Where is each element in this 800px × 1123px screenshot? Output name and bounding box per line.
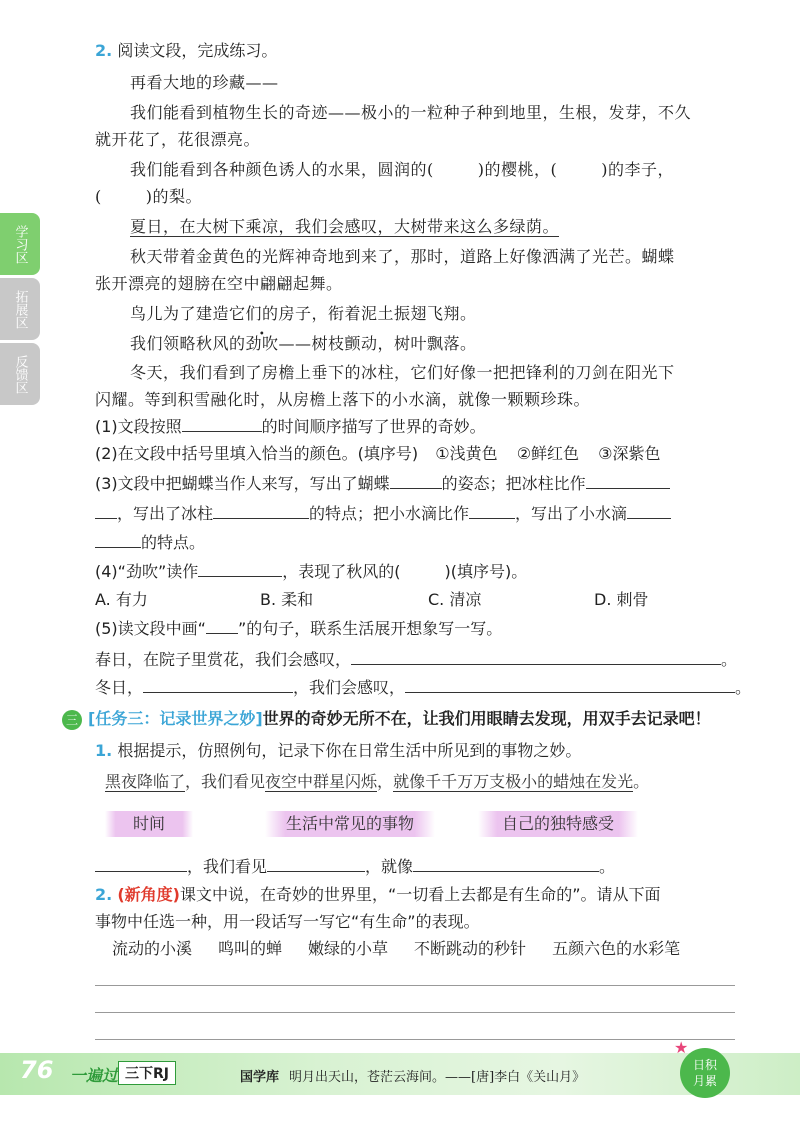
sub-q3-text-a: (3)文段中把蝴蝶当作人来写，写出了蝴蝶 <box>95 474 390 493</box>
sub-q1 <box>95 415 486 438</box>
passage-p2b: 就开花了，花很漂亮。 <box>95 130 261 149</box>
pill-unique-feeling: 自己的独特感受 <box>478 811 638 837</box>
sub-q2-option-3: ③深紫色 <box>598 444 661 463</box>
sub-q4-option-b[interactable]: B. 柔和 <box>260 590 314 609</box>
sub-q3-line3 <box>95 531 205 554</box>
word-choice-1[interactable]: 流动的小溪 <box>112 939 193 958</box>
p7-part3: ——树枝颤动，树叶飘落。 <box>278 334 477 353</box>
sub-q1-blank[interactable] <box>182 415 262 432</box>
word-choice-5[interactable]: 五颜六色的水彩笔 <box>552 939 681 958</box>
q2-title: 阅读文段，完成练习。 <box>117 41 278 60</box>
passage-p5b: 张开漂亮的翅膀在空中翩翩起舞。 <box>95 274 343 293</box>
example-feeling: 就像千千万万支极小的蜡烛在发光 <box>393 772 634 791</box>
writing-line-2[interactable] <box>95 1012 735 1013</box>
t1-fill-line <box>95 855 615 878</box>
sub-q3-blank-3[interactable] <box>213 502 309 519</box>
sub-q3-blank-2[interactable] <box>586 472 670 489</box>
p3a-part1: 我们能看到各种颜色诱人的水果，圆润的( <box>130 160 434 179</box>
underlined-sentence: 夏日，在大树下乘凉，我们会感叹，大树带来这么多绿荫。 <box>130 217 560 236</box>
sub-q5-text-a: (5)读文段中画“ <box>95 619 206 638</box>
t1-blank-feeling[interactable] <box>413 855 599 872</box>
sub-q2-text: (2)在文段中括号里填入恰当的颜色。(填序号) <box>95 444 419 463</box>
footer-quote <box>240 1066 585 1085</box>
sub-q5-line1-text: 春日，在院子里赏花，我们会感叹， <box>95 650 352 669</box>
sub-q3-text-c: ，写出了冰柱 <box>117 504 214 523</box>
passage-p7 <box>130 333 477 355</box>
writing-line-3[interactable] <box>95 1039 735 1040</box>
sub-q5-line2-period: 。 <box>735 678 752 697</box>
sub-q3-text-b: 的姿态；把冰柱比作 <box>441 474 586 493</box>
example-text-d: ， <box>377 772 394 791</box>
word-choice-3[interactable]: 嫩绿的小草 <box>308 939 389 958</box>
sub-q5-line2-blank-1[interactable] <box>143 676 293 693</box>
sub-q4-text-b: ，表现了秋风的( <box>282 562 401 581</box>
sub-q3-text-d: 的特点；把小水滴比作 <box>309 504 470 523</box>
grade-label: 三下RJ <box>118 1061 176 1085</box>
sub-q3-blank-5b[interactable] <box>95 531 141 548</box>
pill-time: 时间 <box>105 811 193 837</box>
badge-bottom-text: 月累 <box>692 1074 717 1088</box>
sub-q4-blank-1[interactable] <box>198 560 282 577</box>
t2-text-a: 课文中说，在奇妙的世界里，“一切看上去都是有生命的”。请从下面 <box>179 885 661 904</box>
sub-q5-line1 <box>95 648 737 671</box>
passage-p3a <box>130 159 674 181</box>
tab-study[interactable]: 学习区 <box>0 213 40 275</box>
t1-blank-time[interactable] <box>95 855 187 872</box>
passage-p6: 鸟儿为了建造它们的房子，衔着泥土振翅飞翔。 <box>130 304 477 323</box>
sub-q4-text-a: (4)“劲吹”读作 <box>95 562 199 581</box>
example-thing: 夜空中群星闪烁 <box>265 772 378 791</box>
sub-q2 <box>95 443 661 465</box>
passage-p8a: 冬天，我们看到了房檐上垂下的冰柱，它们好像一把把锋利的刀剑在阳光下 <box>130 363 675 382</box>
word-choice-4[interactable]: 不断跳动的秒针 <box>414 939 527 958</box>
sub-q4-options <box>95 589 649 611</box>
task-badge: 三 <box>62 710 82 730</box>
t2-number: 2. <box>95 885 113 904</box>
sub-q5-line2-blank-2[interactable] <box>405 676 735 693</box>
sub-q3-blank-5[interactable] <box>627 502 671 519</box>
sub-q1-text-b: 的时间顺序描写了世界的奇妙。 <box>261 417 486 436</box>
example-text-f: 。 <box>633 772 650 791</box>
sub-q4-option-c[interactable]: C. 清凉 <box>428 590 482 609</box>
sub-q3-text-e: ，写出了小水滴 <box>515 504 628 523</box>
task-label: [任务三：记录世界之妙] <box>88 709 263 728</box>
t2-heading <box>95 884 661 906</box>
task-description: 世界的奇妙无所不在，让我们用眼睛去发现，用双手去记录吧！ <box>262 709 711 728</box>
sub-q4-text-c: )(填序号)。 <box>444 562 528 581</box>
sub-q5 <box>95 617 502 640</box>
sub-q3-line1 <box>95 472 670 495</box>
example-time: 黑夜降临了 <box>105 772 186 791</box>
task-three-header <box>62 706 711 730</box>
t1-blank-thing[interactable] <box>267 855 365 872</box>
sub-q4-option-a[interactable]: A. 有力 <box>95 590 148 609</box>
tab-feedback[interactable]: 反馈区 <box>0 343 40 405</box>
brand-logo: 一遍过 <box>70 1066 119 1085</box>
p7-part1: 我们领略秋风的 <box>130 334 246 353</box>
t1-fill-b: ，就像 <box>365 857 414 876</box>
passage-p4 <box>130 216 559 238</box>
t1-example <box>105 769 649 792</box>
sub-q3-blank-4[interactable] <box>469 502 515 519</box>
example-text-b: ，我们看见 <box>185 772 266 791</box>
sub-q2-option-2: ②鲜红色 <box>516 444 580 463</box>
page-number: 76 <box>20 1056 54 1084</box>
pill-common-thing: 生活中常见的事物 <box>265 811 435 837</box>
q2-heading <box>95 40 277 62</box>
t1-text: 根据提示，仿照例句，记录下你在日常生活中所见到的事物之妙。 <box>117 741 582 760</box>
passage-p1: 再看大地的珍藏—— <box>130 73 279 92</box>
sub-q5-line2-text-b: ，我们会感叹， <box>293 678 406 697</box>
t1-fill-a: ，我们看见 <box>187 857 268 876</box>
sub-q1-text-a: (1)文段按照 <box>95 417 182 436</box>
sub-q3-blank-2b[interactable] <box>95 502 117 519</box>
passage-p3b <box>95 186 202 208</box>
p3a-part3: )的李子， <box>601 160 674 179</box>
sub-q5-line2 <box>95 676 751 699</box>
passage-p8b: 闪耀。等到积雪融化时，从房檐上落下的小水滴，就像一颗颗珍珠。 <box>95 390 591 409</box>
star-icon: ★ <box>674 1038 689 1057</box>
t1-number: 1. <box>95 741 113 760</box>
t1-fill-c: 。 <box>599 857 616 876</box>
daily-accumulation-badge <box>680 1048 730 1098</box>
q2-number: 2. <box>95 41 113 60</box>
sub-q5-text-b: ”的句子，联系生活展开想象写一写。 <box>237 619 503 638</box>
sub-q5-line1-blank[interactable] <box>351 648 721 665</box>
side-tabs <box>0 213 40 408</box>
sub-q2-option-1: ①浅黄色 <box>435 444 498 463</box>
badge-top-text: 日积 <box>692 1058 717 1072</box>
p3b-part1: ( <box>95 187 102 206</box>
writing-line-1[interactable] <box>95 985 735 986</box>
sub-q4 <box>95 560 527 583</box>
word-choice-2[interactable]: 鸣叫的蝉 <box>218 939 283 958</box>
sub-q3-blank-1[interactable] <box>390 472 442 489</box>
p3b-part2: )的梨。 <box>145 187 202 206</box>
passage-p5a: 秋天带着金黄色的光辉神奇地到来了，那时，道路上好像洒满了光芒。蝴蝶 <box>130 247 675 266</box>
footer-quote-text: 明月出天山，苍茫云海间。——[唐]李白《关山月》 <box>289 1070 586 1085</box>
sub-q5-line1-period: 。 <box>721 650 738 669</box>
footer-lib-label: 国学库 <box>240 1070 280 1085</box>
p3a-part2: )的樱桃，( <box>477 160 558 179</box>
sub-q5-underline-sample <box>206 617 238 634</box>
sub-q3-line2 <box>95 502 671 525</box>
sub-q4-option-d[interactable]: D. 刺骨 <box>594 590 649 609</box>
t2-word-choices <box>112 936 706 959</box>
t2-tag: (新角度) <box>117 885 180 904</box>
passage-p2a: 我们能看到植物生长的奇迹——极小的一粒种子种到地里，生根，发芽，不久 <box>130 103 692 122</box>
t1-heading <box>95 740 581 762</box>
p7-dotted-word: 劲吹 <box>245 334 279 353</box>
sub-q3-text-f: 的特点。 <box>141 533 206 552</box>
t2-text-b: 事物中任选一种，用一段话写一写它“有生命”的表现。 <box>95 912 480 931</box>
tab-extend[interactable]: 拓展区 <box>0 278 40 340</box>
sub-q5-line2-text-a: 冬日， <box>95 678 144 697</box>
